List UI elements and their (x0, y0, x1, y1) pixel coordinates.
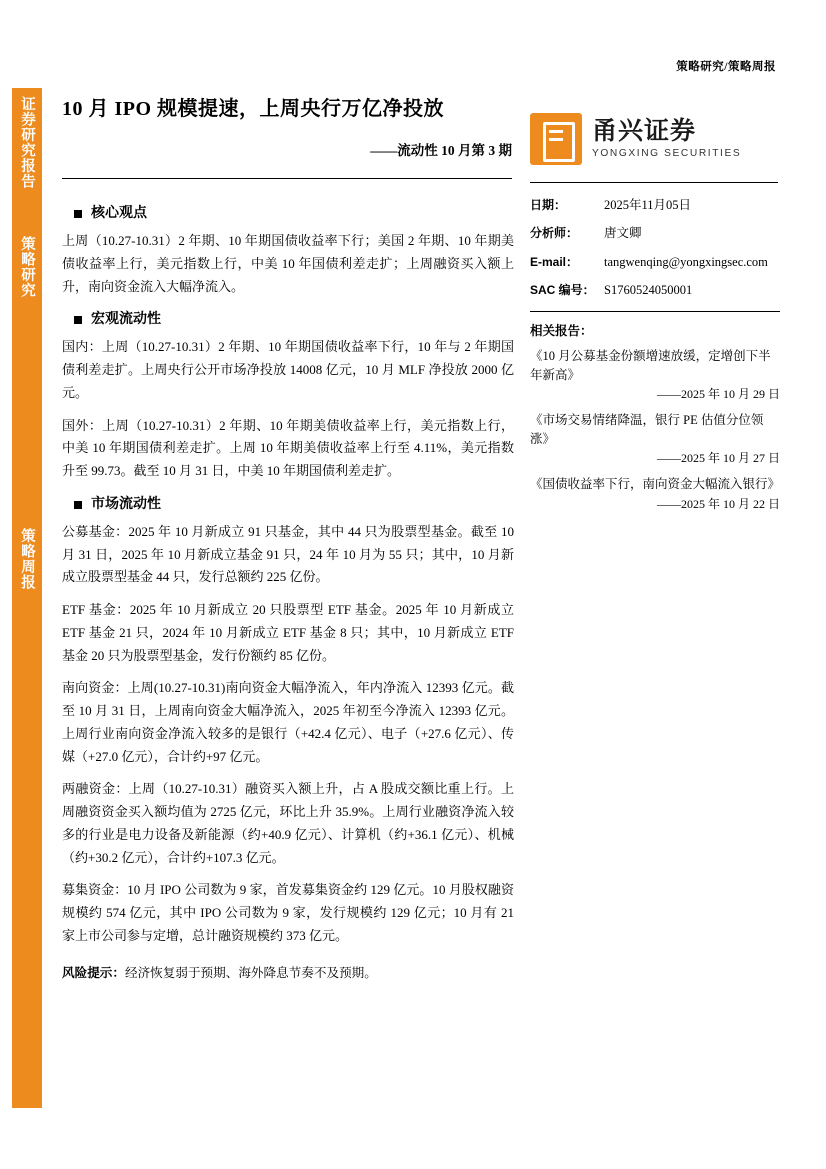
ribbon-label-research: 策略研究 (19, 236, 35, 298)
related-report-date: ——2025 年 10 月 22 日 (656, 496, 780, 511)
meta-email-label: E-mail： (530, 254, 579, 269)
meta-analyst (530, 224, 780, 243)
paragraph: 公募基金：2025 年 10 月新成立 91 只基金，其中 44 只为股票型基金。截至 10 月 31 日，2025 年 10 月新成立基金 91 只，24 年 10 月为 55 只；其中，10 月新成立股票型基金 44 只，发行总额约 225 亿份。 (62, 523, 514, 585)
title-divider (62, 178, 512, 179)
meta-analyst-value: 唐文卿 (604, 226, 642, 241)
meta-date-label: 日期： (530, 198, 567, 212)
side-ribbon (12, 88, 42, 1108)
meta-date-value: 2025年11月05日 (604, 198, 692, 212)
logo-name-en: YONGXING SECURITIES (592, 148, 742, 160)
related-report-name[interactable]: 《国债收益率下行，南向资金大幅流入银行》 (530, 477, 781, 492)
related-report-name[interactable]: 《市场交易情绪降温，银行 PE 估值分位领涨》 (530, 412, 764, 446)
report-body (62, 192, 514, 994)
page-subtitle: ——流动性 10 月第 3 期 (370, 143, 512, 158)
risk-disclosure (62, 962, 514, 984)
related-report-date: ——2025 年 10 月 27 日 (656, 451, 780, 466)
title-block (62, 96, 512, 159)
section-heading-macro-liquidity (74, 308, 514, 332)
risk-label: 风险提示： (62, 965, 125, 980)
meta-email (530, 253, 780, 272)
meta-divider (530, 311, 780, 312)
logo-text (592, 119, 741, 159)
meta-sac (530, 281, 780, 300)
square-bullet-icon (74, 501, 82, 509)
meta-date (530, 196, 780, 215)
section-heading-label: 核心观点 (91, 206, 147, 221)
meta-panel (530, 196, 780, 520)
logo-divider (530, 182, 778, 183)
paragraph: 两融资金：上周（10.27-10.31）融资买入额上升，占 A 股成交额比重上行。上周融资资金买入额均值为 2725 亿元，环比上升 35.9%。上周行业融资净流入较多的行业是电力设备及新能源（约+40.9 亿元）、计算机（约+36.1 亿元）、机械（约+30.2 亿元），合计约+107.3 亿元。 (62, 781, 514, 865)
page-title: 10 月 IPO 规模提速，上周央行万亿净投放 (62, 98, 445, 120)
paragraph: 上周（10.27-10.31）2 年期、10 年期国债收益率下行；美国 2 年期、10 年期美债收益率上行，美元指数上行，中美 10 年国债利差走扩；上周融资买入额上升，南向资金流入大幅净流入。 (62, 233, 514, 294)
square-bullet-icon (74, 210, 82, 218)
paragraph: ETF 基金：2025 年 10 月新成立 20 只股票型 ETF 基金。2025 年 10 月新成立 ETF 基金 21 只，2024 年 10 月新成立 ETF 基金 8 只；其中，10 月新成立 ETF 基金 20 只为股票型基金，发行份额约 85 亿份。 (62, 602, 514, 663)
risk-text: 经济恢复弱于预期、海外降息节奏不及预期。 (124, 965, 377, 980)
paragraph: 国外：上周（10.27-10.31）2 年期、10 年期美债收益率上行，美元指数上行，中美 10 年期国债利差走扩。上周 10 年期美债收益率上行至 4.11%，美元指数升至 99.73。截至 10 月 31 日，中美 10 年期国债利差走扩。 (62, 417, 514, 479)
logo-name-cn: 甬兴证券 (592, 117, 697, 145)
meta-sac-label: SAC 编号： (530, 283, 595, 298)
related-reports-title: 相关报告： (530, 323, 593, 338)
meta-sac-value: S1760524050001 (604, 283, 693, 298)
paragraph: 南向资金：上周(10.27-10.31)南向资金大幅净流入，年内净流入 12393 亿元。截至 10 月 31 日，上周南向资金大幅净流入，2025 年初至今净流入 12393 亿元。上周行业南向资金净流入较多的是银行（+42.4 亿元）、电子（+27.6 亿元）、传媒（+27.0 亿元），合计约+97 亿元。 (62, 680, 514, 764)
section-heading-label: 市场流动性 (91, 496, 161, 512)
side-ribbon-text (12, 88, 42, 1108)
meta-analyst-label: 分析师： (530, 226, 579, 241)
section-heading-market-liquidity (74, 493, 514, 517)
report-category: 策略研究/策略周报 (676, 61, 776, 73)
related-report-name[interactable]: 《10 月公募基金份额增速放缓，定增创下半年新高》 (530, 348, 771, 382)
related-report-date: ——2025 年 10 月 29 日 (656, 387, 780, 402)
paragraph: 国内：上周（10.27-10.31）2 年期、10 年期国债收益率下行，10 年与 2 年期国债利差走扩。上周央行公开市场净投放 14008 亿元，10 月 MLF 净投放 2000 亿元。 (62, 339, 514, 400)
square-bullet-icon (74, 316, 82, 324)
yongxing-logo-icon (530, 113, 582, 165)
ribbon-label-report-type: 证券研究报告 (19, 96, 35, 189)
section-heading-label: 宏观流动性 (91, 312, 161, 328)
section-heading-core-view (74, 202, 514, 226)
meta-email-value[interactable]: tangwenqing@yongxingsec.com (604, 254, 768, 269)
paragraph: 募集资金：10 月 IPO 公司数为 9 家，首发募集资金约 129 亿元。10 月股权融资规模约 574 亿元，其中 IPO 公司数为 9 家，发行规模约 129 亿元；10 月有 21 家上市公司参与定增，总计融资规模约 373 亿元。 (62, 882, 514, 943)
company-logo (530, 104, 778, 174)
ribbon-label-weekly: 策略周报 (19, 528, 35, 590)
